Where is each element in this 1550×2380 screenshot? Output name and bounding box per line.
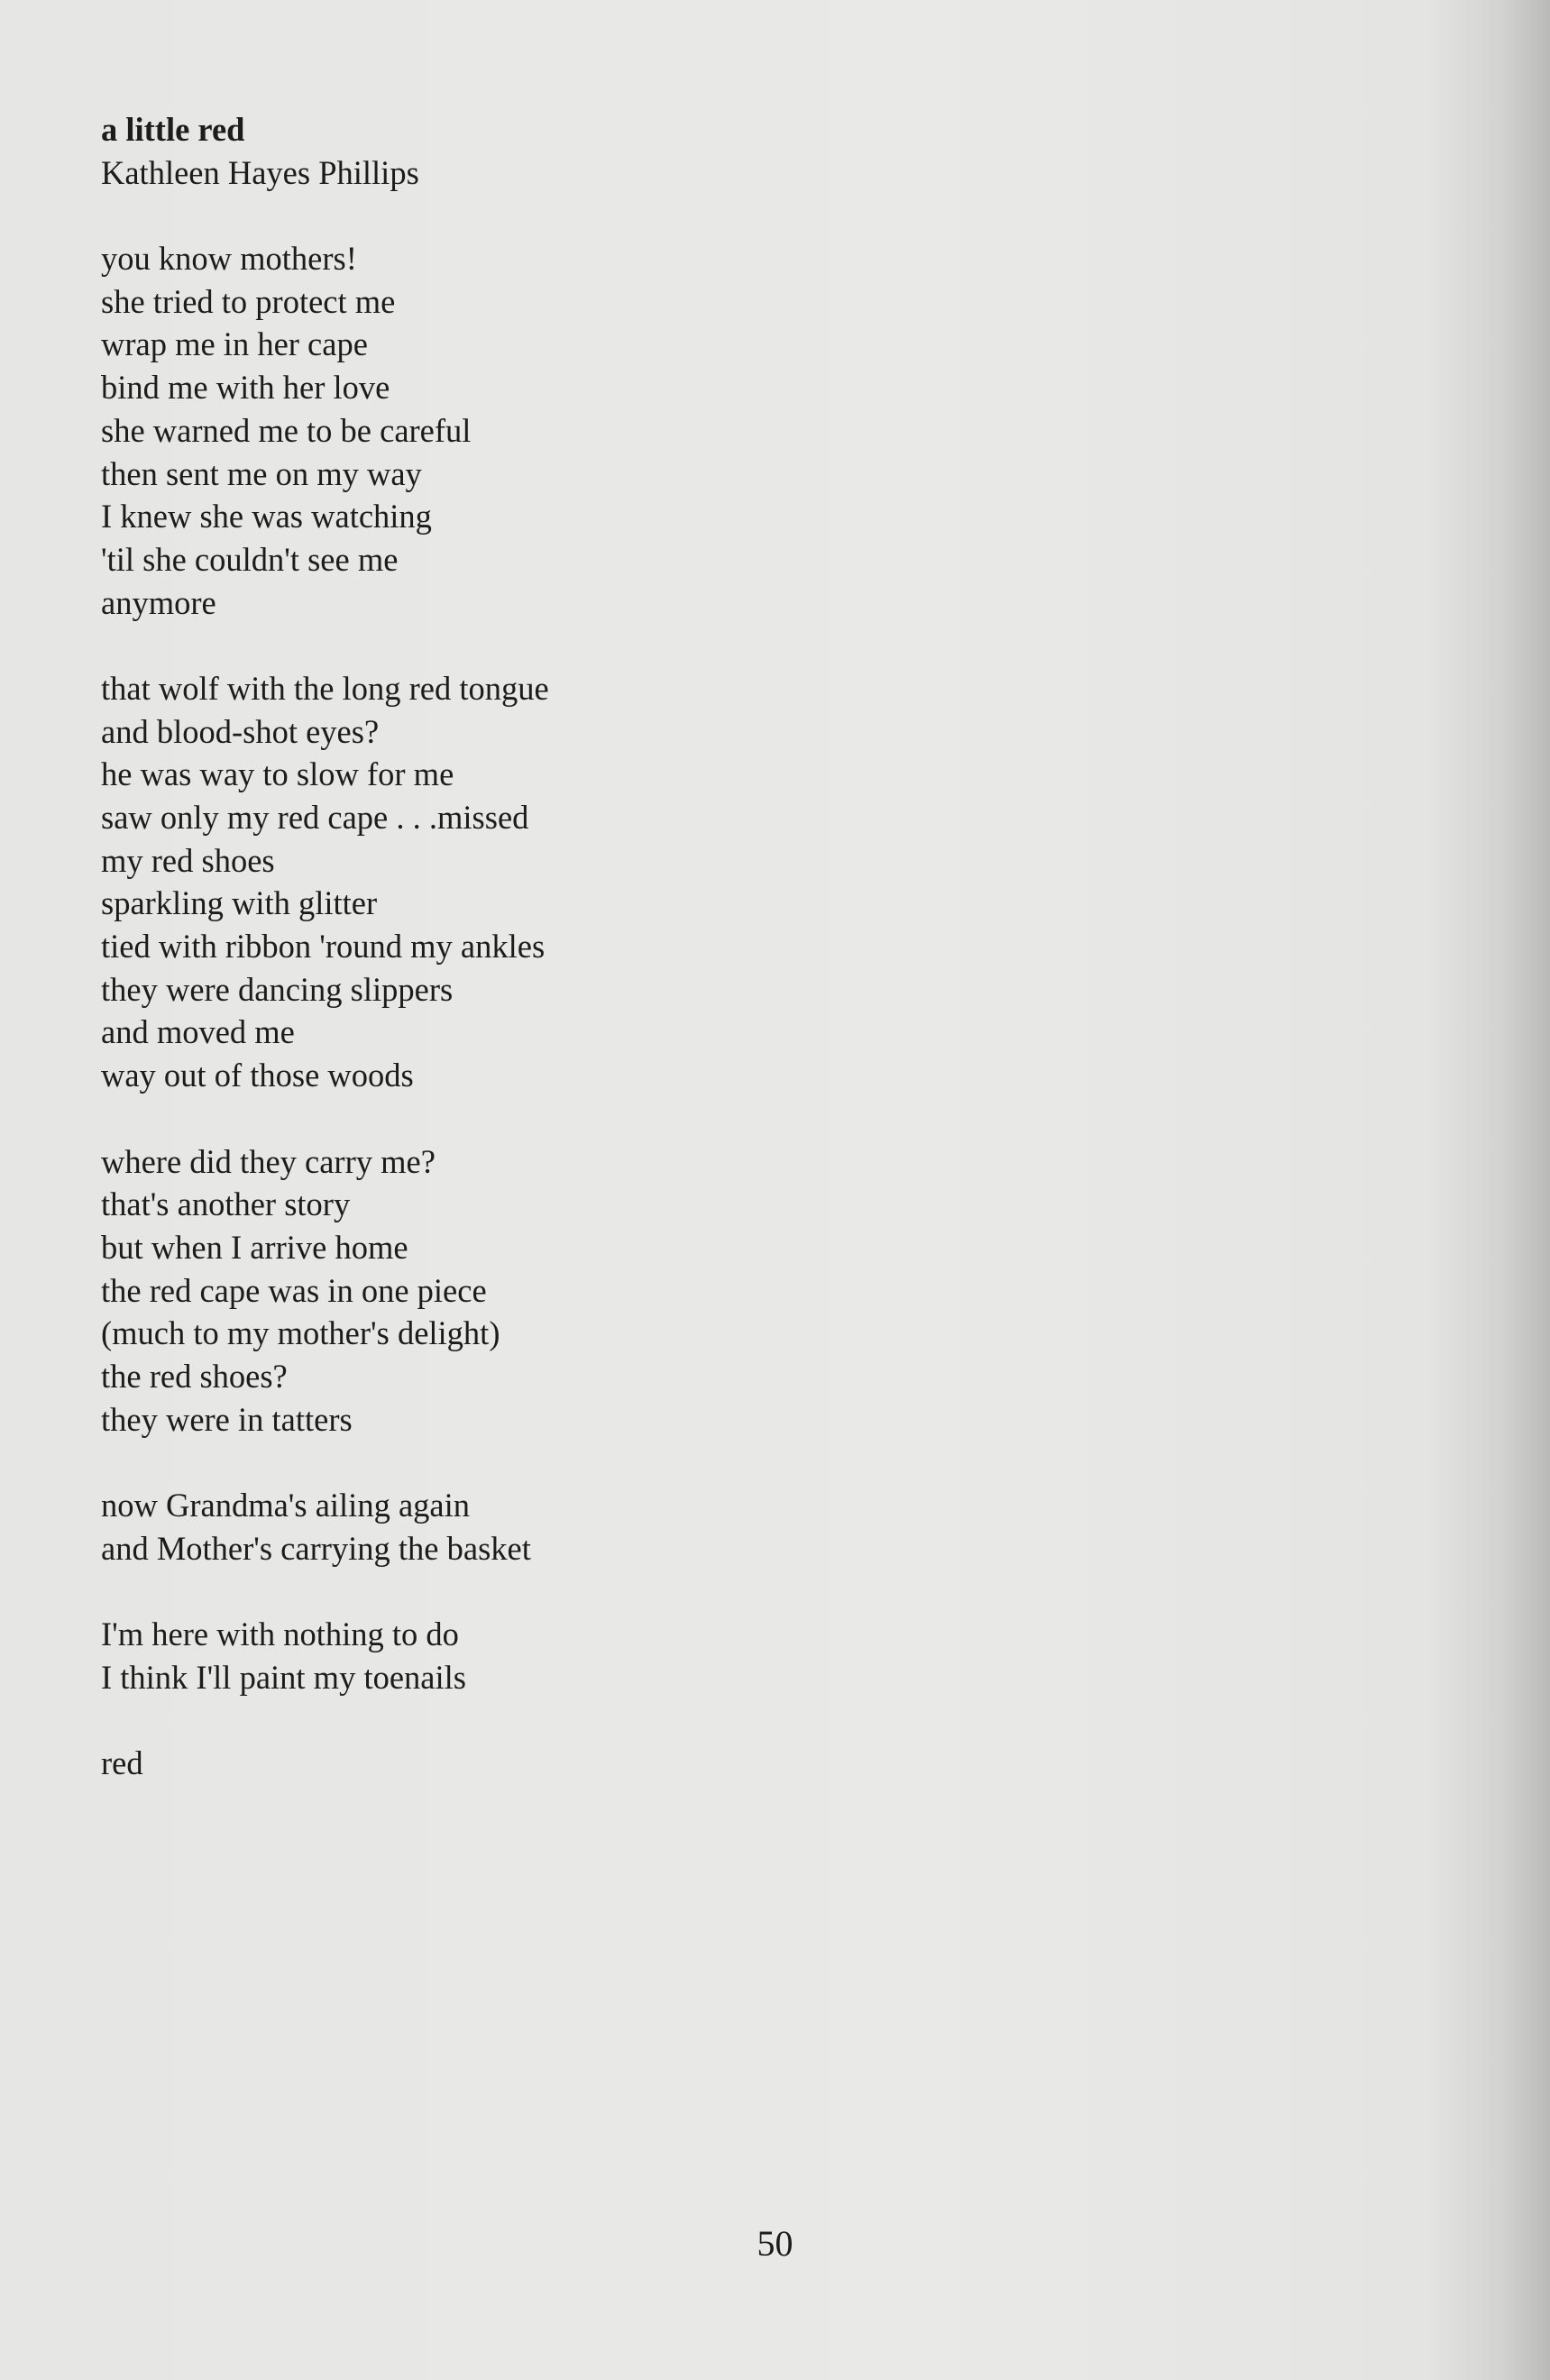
poem-line: then sent me on my way: [101, 454, 422, 492]
stanza: [101, 1484, 1363, 1570]
poem-line: tied with ribbon 'round my ankles: [101, 928, 546, 966]
poem-line: I'm here with nothing to do: [101, 1616, 459, 1653]
poem-line: you know mothers!: [101, 240, 357, 278]
poem-line: (much to my mother's delight): [101, 1314, 500, 1352]
stanza: [101, 1613, 1363, 1698]
stanza-gap: [101, 624, 1363, 667]
poem-line: that's another story: [101, 1185, 351, 1223]
stanza-gap: [101, 1570, 1363, 1613]
poem-line: the red shoes?: [101, 1357, 288, 1395]
stanza: [101, 1140, 1363, 1442]
poem-line: I think I'll paint my toenails: [101, 1658, 466, 1696]
poem-author: Kathleen Hayes Phillips: [101, 153, 419, 191]
poem-line: anymore: [101, 583, 216, 621]
stanza: [101, 667, 1363, 1097]
poem-line: wrap me in her cape: [101, 325, 368, 363]
poem-line: way out of those woods: [101, 1057, 414, 1094]
poem-line: she tried to protect me: [101, 282, 396, 320]
poem-line: he was way to slow for me: [101, 755, 454, 793]
poem-line: and moved me: [101, 1013, 295, 1051]
poem-body: [101, 237, 1363, 1785]
poem-line: and blood-shot eyes?: [101, 712, 380, 750]
poem-line: they were dancing slippers: [101, 970, 454, 1008]
poem-line: that wolf with the long red tongue: [101, 669, 549, 707]
poem-line: and Mother's carrying the basket: [101, 1529, 531, 1567]
poem-line: I knew she was watching: [101, 498, 432, 536]
poem-line: now Grandma's ailing again: [101, 1487, 470, 1524]
stanza-gap: [101, 1097, 1363, 1140]
poem-line: 'til she couldn't see me: [101, 540, 399, 578]
poem-line: where did they carry me?: [101, 1142, 436, 1180]
poem-line: sparkling with glitter: [101, 884, 378, 922]
poem-line: my red shoes: [101, 841, 275, 879]
poem-line: she warned me to be careful: [101, 411, 472, 449]
poem-line: but when I arrive home: [101, 1228, 408, 1266]
stanza-gap: [101, 194, 1363, 237]
poem-line: red: [101, 1744, 143, 1782]
poem-line: they were in tatters: [101, 1400, 353, 1438]
poem-line: the red cape was in one piece: [101, 1271, 487, 1309]
poem-line: bind me with her love: [101, 369, 390, 407]
stanza-gap: [101, 1698, 1363, 1742]
poem-line: saw only my red cape . . .missed: [101, 799, 529, 836]
stanza: [101, 1742, 1363, 1785]
page-number: 50: [757, 2223, 793, 2264]
poem-title: a little red: [101, 111, 245, 148]
poem: [101, 108, 1363, 1785]
stanza-gap: [101, 1441, 1363, 1484]
stanza: [101, 237, 1363, 624]
